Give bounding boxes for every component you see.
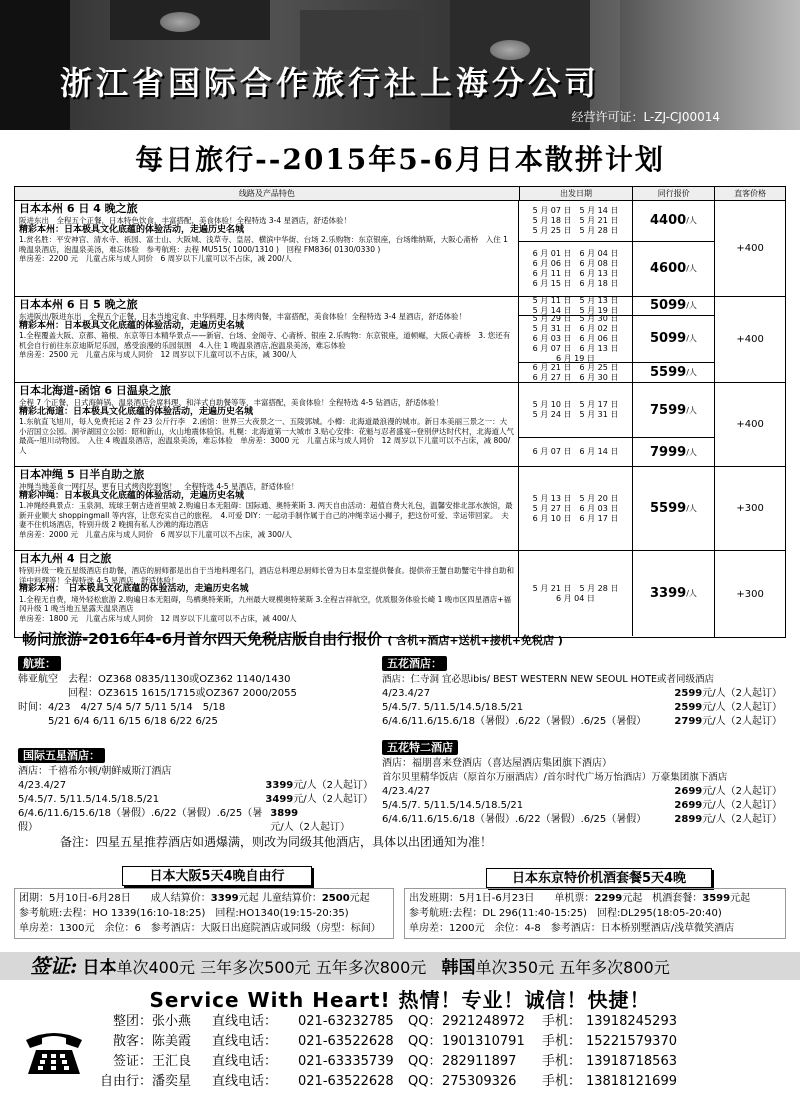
contact-role: 散客： xyxy=(112,1034,152,1049)
hotel-dates: 5/4.5/7. 5/11.5/14.5/18.5/21 xyxy=(18,794,160,805)
tour-itinerary: 1.全程无自费，境外轻松旅游 2.购遍日本无阻碍，鸟栖奥特莱斯，九州最大规模奥特莱斯 3.全程吉祥航空，优质服务体验长崎 1 晚市区四星酒店+福冈升级 1 晚当地五星露天温泉酒店 xyxy=(19,594,512,613)
hotel-price-row xyxy=(18,807,373,835)
tour-block xyxy=(15,201,785,297)
hotel-price xyxy=(674,813,782,827)
korea-subtitle: ( 含机+酒店+送机+接机+免税店 ) xyxy=(387,634,563,647)
osaka-details xyxy=(14,888,394,939)
departure-date: 5 月 27 日 6 月 03 日 xyxy=(532,503,619,513)
hotel-price-value: 2699 xyxy=(674,800,703,811)
tour-highlight: 精彩本州： 日本极具文化底蕴的体验活动，走遍历史名城 xyxy=(19,584,249,594)
visa-japan-prices: 单次400元 三年多次500元 五年多次800元 xyxy=(116,958,427,977)
osaka-flight: 参考航班:去程：HO 1339(16:10-18:25) 回程:HO1340(19:15-20:35) xyxy=(19,908,349,919)
flight-line: 时间：4/23 4/27 5/4 5/7 5/11 5/14 5/18 xyxy=(18,702,226,713)
contact-tel-label: 直线电话： xyxy=(212,1034,278,1049)
hotel-price-row xyxy=(382,701,782,715)
korea-title-text: 畅问旅游-2016年4-6月首尔四天免税店版自由行报价 xyxy=(22,630,383,648)
intl5-hotel: 酒店：千禧希尔顿/朝鲜威斯汀酒店 xyxy=(18,766,172,777)
agent-price xyxy=(633,297,715,315)
price-unit: /人 xyxy=(686,301,697,311)
contact-row xyxy=(100,1032,676,1052)
osaka-dates: 团期：5月10日-6月28日 成人结算价： xyxy=(19,893,211,904)
price-unit: /人 xyxy=(686,334,697,344)
hotel-price-row xyxy=(382,785,782,799)
price-value: 4600 xyxy=(650,261,687,277)
osaka-unit: 元起 xyxy=(349,893,370,904)
price-unit: /人 xyxy=(686,368,697,378)
header-banner xyxy=(0,0,800,130)
contact-mobile-label: 手机： xyxy=(542,1034,582,1049)
price-unit: /人 xyxy=(686,216,697,226)
contact-qq[interactable]: 2921248972 xyxy=(442,1014,525,1029)
direct-price: +300 xyxy=(736,503,764,514)
departure-dates xyxy=(519,383,632,437)
hotel-price xyxy=(674,785,782,799)
tour-title: 日本九州 4 日之旅 xyxy=(19,552,112,565)
telephone-icon xyxy=(22,1024,86,1078)
date-price-row xyxy=(519,363,714,382)
departure-date: 6 月 11 日 6 月 13 日 xyxy=(532,268,619,278)
price-value: 4400 xyxy=(650,213,687,229)
departure-date: 5 月 31 日 6 月 02 日 xyxy=(532,323,619,333)
contact-mobile-label: 手机： xyxy=(542,1054,582,1069)
contact-role: 签证： xyxy=(112,1054,152,1069)
departure-date: 5 月 25 日 5 月 28 日 xyxy=(532,225,619,235)
agent-price xyxy=(633,316,715,362)
visa-bar xyxy=(0,952,800,980)
hotel-dates: 4/23.4/27 xyxy=(18,780,67,791)
visa-korea: 韩国 xyxy=(441,958,476,978)
col-route: 线路及产品特色 xyxy=(15,187,520,200)
departure-dates xyxy=(519,313,632,363)
tokyo-details xyxy=(404,888,786,939)
departure-dates xyxy=(519,551,632,636)
direct-price: +400 xyxy=(736,419,764,430)
hotel-price-row xyxy=(382,799,782,813)
tour-supplement: 单房差：2500 元 儿童占床与成人同价 12 周岁以下儿童可以不占床，减 300/人 xyxy=(19,350,297,359)
tokyo-dates: 出发班期：5月1日-6月23日 单机票： xyxy=(409,893,595,904)
agent-price xyxy=(633,551,715,636)
tour-description xyxy=(15,383,519,466)
tokyo-package-label: 元起 机酒套餐： xyxy=(622,893,703,904)
tour-supplement: 单房差：2000 元 儿童占床与成人同价 6 周岁以下儿童可以不占床，减 300/人 xyxy=(19,529,292,539)
hotel-price-row xyxy=(382,687,782,701)
hotel-price-value: 2699 xyxy=(674,786,703,797)
contact-tel[interactable]: 021-63232785 xyxy=(298,1014,394,1029)
tour-itinerary: 1.赏名胜：平安神宫、清水寺、祇园、富士山、大阪城、浅草寺、皇居、横滨中华街、台场 2.乐购物：东京银座，台场维纳斯，大阪心斋桥 入住 1 晚温泉酒店，泡温泉美汤，难忘体验 参考航班：去程 MU515( 1000/1310 ) 回程 FM836( 0130/0330 ) xyxy=(19,235,508,254)
flight-line: 回程：OZ3615 1615/1715或OZ367 2000/2055 xyxy=(18,688,297,699)
price-unit: /人 xyxy=(686,589,697,598)
tour-block xyxy=(15,467,785,551)
contact-row xyxy=(100,1052,676,1072)
agent-price xyxy=(633,201,715,241)
tour-features: 冲绳当地美食一网打尽，更有日式烤肉吃到饱！ 全程特选 4-5 星酒店，舒适体验！ xyxy=(19,482,299,491)
contact-role: 自由行： xyxy=(100,1074,153,1089)
hotel-price-unit: 元/人（2人起订） xyxy=(270,822,351,833)
contact-role: 整团： xyxy=(112,1014,152,1029)
visa-label: 签证: xyxy=(30,954,78,978)
date-price-row xyxy=(519,551,714,636)
contact-qq-label: QQ： xyxy=(408,1034,442,1049)
date-price-row xyxy=(519,242,714,296)
contact-qq[interactable]: 282911897 xyxy=(442,1054,517,1069)
price-value: 7999 xyxy=(650,444,687,460)
five-special-section xyxy=(382,740,782,827)
five-flower-hotel: 酒店：仁寺洞 宜必思ibis/ BEST WESTERN NEW SEOUL HOTE或者同级酒店 xyxy=(382,674,715,685)
hotel-price-value: 2799 xyxy=(674,716,703,727)
hotel-price-value: 2599 xyxy=(674,688,703,699)
hotel-price-value: 3499 xyxy=(265,794,294,805)
contact-qq-label: QQ： xyxy=(408,1054,442,1069)
five-flower-label: 五花酒店： xyxy=(382,656,447,671)
hotel-price-unit: 元/人（2人起订） xyxy=(702,688,782,699)
hotel-price-value: 3899 xyxy=(270,808,299,819)
hotel-dates: 6/4.6/11.6/15.6/18（暑假）.6/22（暑假）.6/25（暑假） xyxy=(18,808,263,833)
intl5-rows xyxy=(18,779,373,835)
tokyo-ticket-price: 2299 xyxy=(594,893,623,904)
date-price-row xyxy=(519,201,714,242)
tour-date-rows xyxy=(519,297,715,382)
tour-date-rows xyxy=(519,467,715,550)
direct-price: +400 xyxy=(736,334,764,345)
tour-description xyxy=(15,201,519,296)
contact-name: 张小燕 xyxy=(152,1014,192,1029)
hotel-price-value: 3399 xyxy=(265,780,294,791)
price-value: 3399 xyxy=(650,586,687,601)
flight-line: 5/21 6/4 6/11 6/15 6/18 6/22 6/25 xyxy=(18,716,218,727)
five-flower-section xyxy=(382,656,782,729)
price-unit: /人 xyxy=(686,504,697,513)
departure-date: 6 月 01 日 6 月 04 日 xyxy=(532,248,619,258)
hotel-price-unit: 元/人（2人起订） xyxy=(293,794,373,805)
osaka-adult-price: 3399 xyxy=(210,893,239,904)
hotel-price-unit: 元/人（2人起订） xyxy=(702,814,782,825)
tokyo-hotel: 单房差：1200元 余位：4-8 参考酒店：日本桥别墅酒店/浅草微笑酒店 xyxy=(409,923,735,934)
five-flower-rows xyxy=(382,687,782,729)
departure-dates xyxy=(519,467,632,550)
departure-dates xyxy=(519,438,632,466)
main-title: 每日旅行--2015年5-6月日本散拼计划 xyxy=(135,143,665,176)
agent-price xyxy=(633,467,715,550)
tour-description xyxy=(15,551,519,637)
hotel-price-value: 2599 xyxy=(674,702,703,713)
hotel-dates: 5/4.5/7. 5/11.5/14.5/18.5/21 xyxy=(382,702,524,713)
contact-mobile[interactable]: 13918245293 xyxy=(586,1014,677,1029)
five-special-hotel: 酒店：福朋喜来登酒店（喜达屋酒店集团旗下酒店） xyxy=(382,758,612,769)
departure-dates xyxy=(519,297,632,315)
tour-title: 日本冲绳 5 日半自助之旅 xyxy=(19,468,145,481)
departure-dates xyxy=(519,242,632,296)
contact-name: 王汇良 xyxy=(152,1054,192,1069)
col-agent-price: 同行报价 xyxy=(633,187,715,200)
tour-date-rows xyxy=(519,551,715,637)
direct-price: +400 xyxy=(736,243,764,254)
col-direct-price: 直客价格 xyxy=(734,189,767,198)
hotel-dates: 6/4.6/11.6/15.6/18（暑假）.6/22（暑假）.6/25（暑假） xyxy=(382,716,647,727)
intl5-label: 国际五星酒店： xyxy=(18,748,105,763)
departure-date: 6 月 07 日 6 月 14 日 xyxy=(532,447,619,457)
hotel-price-row xyxy=(382,715,782,729)
osaka-child-price: 2500 xyxy=(321,893,350,904)
date-price-row xyxy=(519,438,714,466)
flight-label: 航班： xyxy=(18,656,61,671)
tour-features: 东进阪出/阪进东出 全程五个正餐，日本当地定食、中华料理、日本烤肉餐，丰富搭配，美食体验！全程特选 3-4 星酒店，舒适体验！ xyxy=(19,312,467,321)
tour-features: 全程 7 个正餐，日式海鲜锅、温泉酒店会席料理、和洋式自助餐等等，丰富搭配，美食体验！全程特选 4-5 钻酒店，舒适体验！ xyxy=(19,398,444,407)
tour-date-rows xyxy=(519,201,715,296)
departure-date: 5 月 21 日 5 月 28 日 xyxy=(532,583,619,593)
tour-itinerary: 1.冲绳经典景点：玉泉洞、琉球王朝古迹首里城 2.购遍日本无阻碍：国际通、奥特莱斯 3. 两天自由活动：超值自费大礼包，温馨安排北部水族馆，最新开业顺大 shoppingmall 等内容，让您充实自己的旅程。 4.可爱 DIY：一起动手制作属于自己的冲绳幸运小狮子，把这份可爱、幸运带回家。 夫妻不住机场酒店，特别升级 2 晚拥有私人沙滩的海边酒店 xyxy=(19,501,513,529)
flight-line: 韩亚航空 去程：OZ368 0835/1130或OZ362 1140/1430 xyxy=(18,674,291,685)
tour-block xyxy=(15,551,785,637)
contact-row xyxy=(100,1012,676,1032)
korea-title xyxy=(22,628,563,649)
tour-title: 日本北海道-函馆 6 日温泉之旅 xyxy=(19,384,171,397)
col-dates: 出发日期 xyxy=(520,187,634,200)
departure-date: 5 月 29 日 5 月 30 日 xyxy=(532,313,619,323)
contact-tel-label: 直线电话： xyxy=(212,1074,278,1089)
hotel-price xyxy=(270,807,373,835)
tour-itinerary: 1.东航直飞旭川，每人免费托运 2 件 23 公斤行李 2.函馆：世界三大夜景之一、五陵郭城。小樽：北海道最浪漫的城市。新日本美丽三景之一：大小沼国立公园。洞爷湖国立公园：昭和新山，火山地震体验馆。札幌：北海道第一大城市 3.贴心安排：花魁与忍者盛宴--登别伊达时代村，北海道人气最高--旭川动物园。 入住 4 晚温泉酒店，泡温泉美汤，难忘体验 单房差：3000 元 儿童占床与成人同价 12 周岁以下儿童可以不占床，减 800/人 xyxy=(19,417,514,455)
tour-block xyxy=(15,383,785,467)
osaka-line xyxy=(19,891,389,906)
price-unit: /人 xyxy=(686,447,697,457)
tokyo-title: 日本东京特价机酒套餐5天4晚 xyxy=(486,868,712,888)
tour-features: 特别升级一晚五星级酒店自助餐，酒店的厨师都是出自于当地料理名门，酒店总料理总厨师长曾为日本皇室提供餐食。提供帝王蟹自助蟹宅牛排自助和洋中料理等！全程特选 4-5 星酒店，舒适体验！ xyxy=(19,566,514,585)
departure-date: 6 月 21 日 6 月 25 日 xyxy=(532,362,619,372)
visa-korea-prices: 单次350元 五年多次800元 xyxy=(475,958,670,977)
osaka-title: 日本大阪5天4晚自由行 xyxy=(122,866,312,886)
contact-mobile-label: 手机： xyxy=(542,1074,582,1089)
hotel-price-row xyxy=(18,779,373,793)
departure-dates xyxy=(519,201,632,241)
intl5-section xyxy=(18,748,373,835)
contact-qq[interactable]: 275309326 xyxy=(442,1074,517,1089)
hotel-dates: 4/23.4/27 xyxy=(382,688,431,699)
hotel-price-row xyxy=(18,793,373,807)
tokyo-line xyxy=(409,891,781,906)
tour-features: 阪进东出 全程五个正餐，日本特色饮食，丰富搭配，美食体验！全程特选 3-4 星酒店，舒适体验！ xyxy=(19,216,352,225)
departure-date: 5 月 13 日 5 月 20 日 xyxy=(532,493,619,503)
visa-japan: 日本 xyxy=(82,958,117,978)
tour-blocks xyxy=(15,201,785,637)
price-value: 5099 xyxy=(650,298,687,314)
tour-table xyxy=(14,186,786,638)
departure-date: 5 月 07 日 5 月 14 日 xyxy=(532,205,619,215)
tour-highlight: 精彩冲绳：日本极具文化底蕴的体验活动，走遍历史名城 xyxy=(19,490,245,501)
contact-name: 陈美霞 xyxy=(152,1034,192,1049)
hotel-price xyxy=(265,779,373,793)
contact-name: 潘奕星 xyxy=(152,1074,192,1089)
tour-supplement: 单房差：1800 元 儿童占床与成人同价 12 周岁以下儿童可以不占床，减 400/人 xyxy=(19,613,297,623)
tokyo-unit: 元起 xyxy=(730,893,751,904)
contact-tel[interactable]: 021-63522628 xyxy=(298,1034,394,1049)
departure-date: 5 月 11 日 5 月 13 日 xyxy=(532,295,619,305)
tour-description xyxy=(15,467,519,550)
tokyo-package-price: 3599 xyxy=(702,893,731,904)
price-value: 7599 xyxy=(650,402,687,418)
tour-supplement: 单房差：2200 元 儿童占床与成人同价 6 周岁以下儿童可以不占床，减 200/人 xyxy=(19,254,292,263)
contact-mobile[interactable]: 13818121699 xyxy=(586,1074,677,1089)
hotel-price-value: 2899 xyxy=(674,814,703,825)
departure-date: 6 月 27 日 6 月 30 日 xyxy=(532,372,619,382)
hotel-price xyxy=(674,799,782,813)
contact-mobile[interactable]: 13918718563 xyxy=(586,1054,677,1069)
contact-tel-label: 直线电话： xyxy=(212,1054,278,1069)
price-unit: /人 xyxy=(686,405,697,415)
agent-price xyxy=(633,383,715,437)
contact-tel-label: 直线电话： xyxy=(212,1014,278,1029)
departure-date: 5 月 18 日 5 月 21 日 xyxy=(532,215,619,225)
price-unit: /人 xyxy=(686,264,697,274)
departure-date: 6 月 10 日 6 月 17 日 xyxy=(532,513,619,523)
contact-qq-label: QQ： xyxy=(408,1074,442,1089)
five-special-label: 五花特二酒店 xyxy=(382,740,458,755)
contact-tel[interactable]: 021-63335739 xyxy=(298,1054,394,1069)
contacts xyxy=(100,1012,676,1092)
tour-block xyxy=(15,297,785,383)
hotel-price-unit: 元/人（2人起订） xyxy=(702,716,782,727)
company-title: 浙江省国际合作旅行社上海分公司 xyxy=(60,64,601,102)
departure-date: 5 月 10 日 5 月 17 日 xyxy=(532,400,619,410)
contact-mobile[interactable]: 15221579370 xyxy=(586,1034,677,1049)
hotel-price-unit: 元/人（2人起订） xyxy=(293,780,373,791)
hotel-price xyxy=(674,715,782,729)
hotel-dates: 6/4.6/11.6/15.6/18（暑假）.6/22（暑假）.6/25（暑假） xyxy=(382,814,647,825)
departure-date: 6 月 19 日 xyxy=(556,353,595,363)
departure-date: 6 月 07 日 6 月 13 日 xyxy=(532,343,619,353)
flight-section xyxy=(18,656,373,729)
departure-date: 5 月 24 日 5 月 31 日 xyxy=(532,410,619,420)
osaka-child-label: 元起 儿童结算价： xyxy=(238,893,322,904)
five-special-hotel: 首尔贝里精华饭店（原首尔万丽酒店）/首尔时代广场万怡酒店）万豪集团旗下酒店 xyxy=(382,772,728,783)
hotel-price xyxy=(674,701,782,715)
date-price-row xyxy=(519,383,714,438)
agent-price xyxy=(633,363,715,382)
hotel-price-unit: 元/人（2人起订） xyxy=(702,786,782,797)
hotel-price xyxy=(265,793,373,807)
agent-price xyxy=(633,242,715,296)
korea-note: 备注：四星五星推荐酒店如遇爆满，则改为同级其他酒店，具体以出团通知为准！ xyxy=(60,835,493,849)
table-header xyxy=(15,187,785,201)
slogan: Service With Heart! 热情！专业！诚信！快捷！ xyxy=(149,988,651,1012)
departure-date: 6 月 06 日 6 月 08 日 xyxy=(532,258,619,268)
contact-qq-label: QQ： xyxy=(408,1014,442,1029)
contact-qq[interactable]: 1901310791 xyxy=(442,1034,525,1049)
five-special-rows xyxy=(382,785,782,827)
tour-highlight: 精彩本州：日本极具文化底蕴的体验活动，走遍历史名城 xyxy=(19,320,245,331)
tour-date-rows xyxy=(519,383,715,466)
date-price-row xyxy=(519,467,714,550)
tour-title: 日本本州 6 日 5 晚之旅 xyxy=(19,298,138,311)
agent-price xyxy=(633,438,715,466)
price-value: 5599 xyxy=(650,365,687,381)
hotel-dates: 4/23.4/27 xyxy=(382,786,431,797)
hotel-price-unit: 元/人（2人起订） xyxy=(702,800,782,811)
hotel-price xyxy=(674,687,782,701)
contact-mobile-label: 手机： xyxy=(542,1014,582,1029)
date-price-row xyxy=(519,313,714,363)
departure-date: 5 月 14 日 5 月 19 日 xyxy=(532,305,619,315)
hotel-dates: 5/4.5/7. 5/11.5/14.5/18.5/21 xyxy=(382,800,524,811)
departure-date: 6 月 04 日 xyxy=(556,593,595,603)
direct-price: +300 xyxy=(736,588,764,600)
price-value: 5599 xyxy=(650,501,687,516)
departure-dates xyxy=(519,363,632,382)
tour-highlight: 精彩北海道：日本极具文化底蕴的体验活动，走遍历史名城 xyxy=(19,406,254,417)
departure-date: 6 月 15 日 6 月 18 日 xyxy=(532,278,619,288)
hotel-price-row xyxy=(382,813,782,827)
tokyo-flight: 参考航班:去程：DL 296(11:40-15:25) 回程:DL295(18:05-20:40) xyxy=(409,908,722,919)
tour-title: 日本本州 6 日 4 晚之旅 xyxy=(19,202,138,215)
departure-date: 6 月 03 日 6 月 06 日 xyxy=(532,333,619,343)
contact-tel[interactable]: 021-63522628 xyxy=(298,1074,394,1089)
license-number: 经营许可证：L-ZJ-CJ00014 xyxy=(571,110,720,124)
osaka-hotel: 单房差：1300元 余位：6 参考酒店：大阪日出庭院酒店或同级（房型：标间） xyxy=(19,923,381,934)
tour-highlight: 精彩本州：日本极具文化底蕴的体验活动，走遍历史名城 xyxy=(19,224,245,235)
tour-description xyxy=(15,297,519,382)
contact-row xyxy=(100,1072,676,1092)
price-value: 5099 xyxy=(650,331,687,347)
hotel-price-unit: 元/人（2人起订） xyxy=(702,702,782,713)
tour-itinerary: 1.全程覆盖大阪、京都、箱根、东京等日本精华景点——新宿、台场、金阁寺、心斋桥、银座 2.乐购物：东京银座，道顿崛，大阪心斋桥 3. 您还有机会自行前往东京迪斯尼乐园，感受浪漫的乐园氛围 4.入住 1 晚温泉酒店,泡温泉美汤，难忘体验 xyxy=(19,331,511,350)
